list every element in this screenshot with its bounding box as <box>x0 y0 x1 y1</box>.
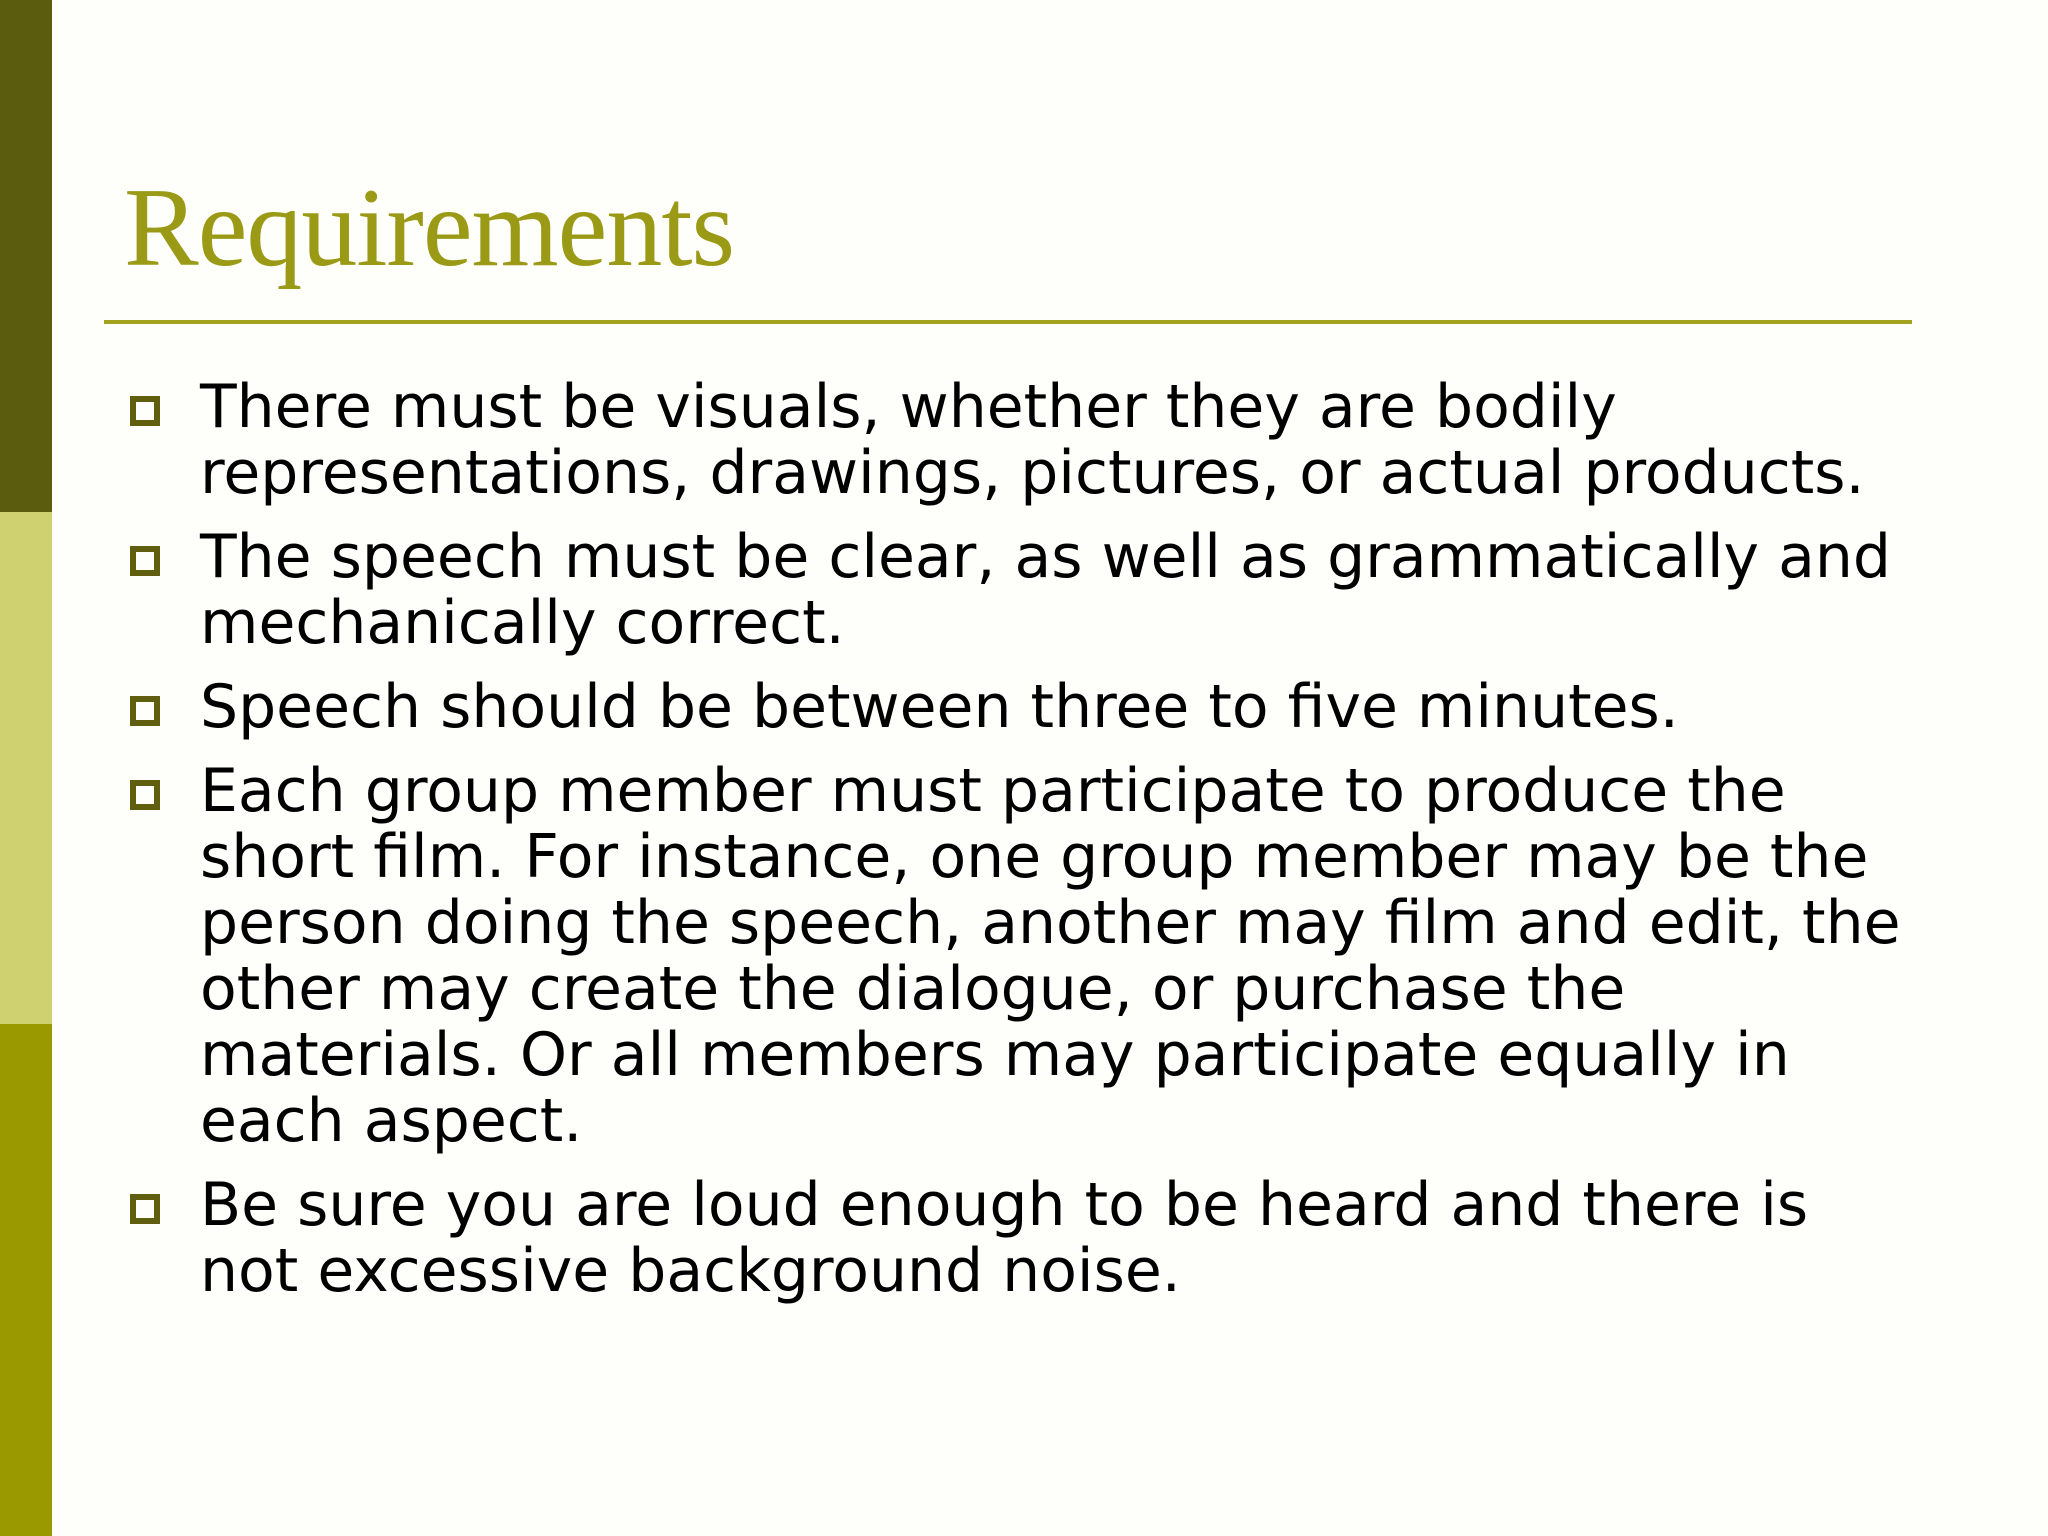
title-underline <box>104 320 1912 324</box>
bullet-item <box>124 1172 1924 1304</box>
hollow-square-bullet-icon <box>130 780 160 810</box>
sidebar-segment-top <box>0 0 52 512</box>
bullet-text: The speech must be clear, as well as grammatically and mechanically correct. <box>200 522 1892 658</box>
hollow-square-bullet-icon <box>130 1194 160 1224</box>
hollow-square-bullet-icon <box>130 546 160 576</box>
sidebar-segment-bottom <box>0 1024 52 1536</box>
bullet-list <box>124 374 1924 1322</box>
sidebar-segment-middle <box>0 512 52 1024</box>
hollow-square-bullet-icon <box>130 396 160 426</box>
bullet-item <box>124 524 1924 656</box>
bullet-item <box>124 374 1924 506</box>
bullet-text: Be sure you are loud enough to be heard and there is not excessive background noise. <box>200 1170 1809 1306</box>
slide-title: Requirements <box>124 166 735 290</box>
decorative-sidebar <box>0 0 52 1536</box>
bullet-text: Each group member must participate to produce the short film. For instance, one group member may be the person doing the speech, another may film and edit, the other may create the dialogue, or purchase the materials. Or all members may participate equally in each aspect. <box>200 756 1901 1156</box>
hollow-square-bullet-icon <box>130 696 160 726</box>
bullet-text: There must be visuals, whether they are bodily representations, drawings, pictures, or actual products. <box>200 372 1865 508</box>
bullet-item <box>124 674 1924 740</box>
bullet-text: Speech should be between three to five minutes. <box>200 672 1679 742</box>
bullet-item <box>124 758 1924 1154</box>
